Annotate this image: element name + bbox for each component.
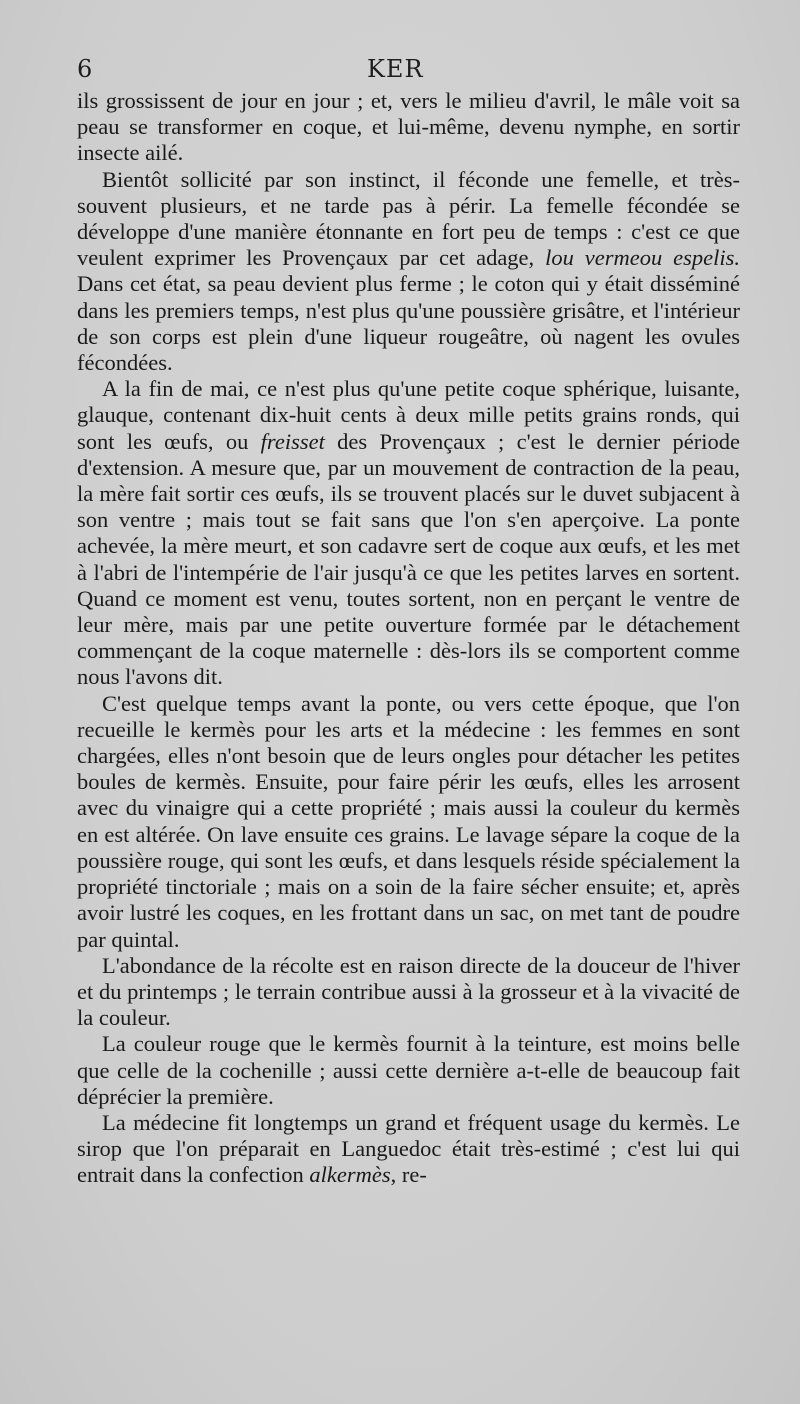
paragraph	[77, 1031, 740, 1110]
paragraph-text: , re-	[390, 1162, 427, 1188]
paragraph	[77, 691, 740, 953]
paragraph	[77, 376, 740, 690]
paragraph-text: A la fin de mai, ce n'est plus qu'une petite coque sphérique, luisante, glauque, contenant dix-huit cents à deux mille petits grains ronds, qui sont les œufs, ou	[77, 376, 740, 454]
paragraph-text: ils grossissent de jour en jour ; et, vers le milieu d'avril, le mâle voit sa peau se transformer en coque, et lui-même, devenu nymphe, en sortir insecte ailé.	[77, 88, 740, 166]
paragraph-text: L'abondance de la récolte est en raison directe de la douceur de l'hiver et du printemps ; le terrain contribue aussi à la grosseur et à la vivacité de la couleur.	[77, 952, 740, 1031]
paragraph	[77, 953, 740, 1032]
italic-text: alkermès	[309, 1162, 391, 1188]
paragraph-text: C'est quelque temps avant la ponte, ou vers cette époque, que l'on recueille le kermès pour les arts et la médecine : les femmes en sont chargées, elles n'ont besoin que de leurs ongles pour détacher les petites boules de kermès. Ensuite, pour faire périr les œufs, elles les arrosent avec du vinaigre qui a cette propriété ; mais aussi la couleur du kermès en est altérée. On lave ensuite ces grains. Le lavage sépare la coque de la poussière rouge, qui sont les œufs, et dans lesquels réside spécialement la propriété tinctoriale ; mais on a soin de la faire sécher ensuite; et, après avoir lustré les coques, en les frottant dans un sac, on met tant de poudre par quintal.	[77, 690, 740, 952]
paragraph-text: La couleur rouge que le kermès fournit à la teinture, est moins belle que celle de la cochenille ; aussi cette dernière a-t-elle de beaucoup fait déprécier la première.	[77, 1031, 740, 1109]
paragraph	[77, 1110, 740, 1189]
paragraph-text: Dans cet état, sa peau devient plus ferme ; le coton qui y était disséminé dans les premiers temps, n'est plus qu'une poussière grisâtre, et l'intérieur de son corps est plein d'une liqueur rougeâtre, où nagent les ovules fécondées.	[77, 271, 740, 376]
paragraph	[77, 88, 740, 167]
page-number: 6	[77, 55, 93, 83]
page-header	[77, 55, 742, 89]
italic-text: freisset	[260, 428, 325, 454]
body-text	[77, 88, 740, 1189]
paragraph-text: La médecine fit longtemps un grand et fréquent usage du kermès. Le sirop que l'on préparait en Languedoc était très-estimé ; c'est lui qui entrait dans la confection	[77, 1109, 740, 1188]
italic-text: lou vermeou espelis.	[545, 245, 740, 271]
paragraph	[77, 167, 740, 377]
running-head: KER	[367, 55, 424, 83]
paragraph-text: Bientôt sollicité par son instinct, il féconde une femelle, et très-souvent plusieurs, et ne tarde pas à périr. La femelle fécondée se développe d'une manière étonnante en fort peu de temps : c'est ce que veulent exprimer les Provençaux par cet adage,	[77, 166, 740, 271]
paragraph-text: des Provençaux ; c'est le dernier période d'extension. A mesure que, par un mouvement de contraction de la peau, la mère fait sortir ces œufs, ils se trouvent placés sur le duvet subjacent à son ventre ; mais tout se fait sans que l'on s'en aperçoive. La ponte achevée, la mère meurt, et son cadavre sert de coque aux œufs, et les met à l'abri de l'intempérie de l'air jusqu'à ce que les petites larves en sortent. Quand ce moment est venu, toutes sortent, non en perçant le ventre de leur mère, mais par une petite ouverture formée par le détachement commençant de la coque maternelle : dès-lors ils se comportent comme nous l'avons dit.	[77, 428, 740, 690]
